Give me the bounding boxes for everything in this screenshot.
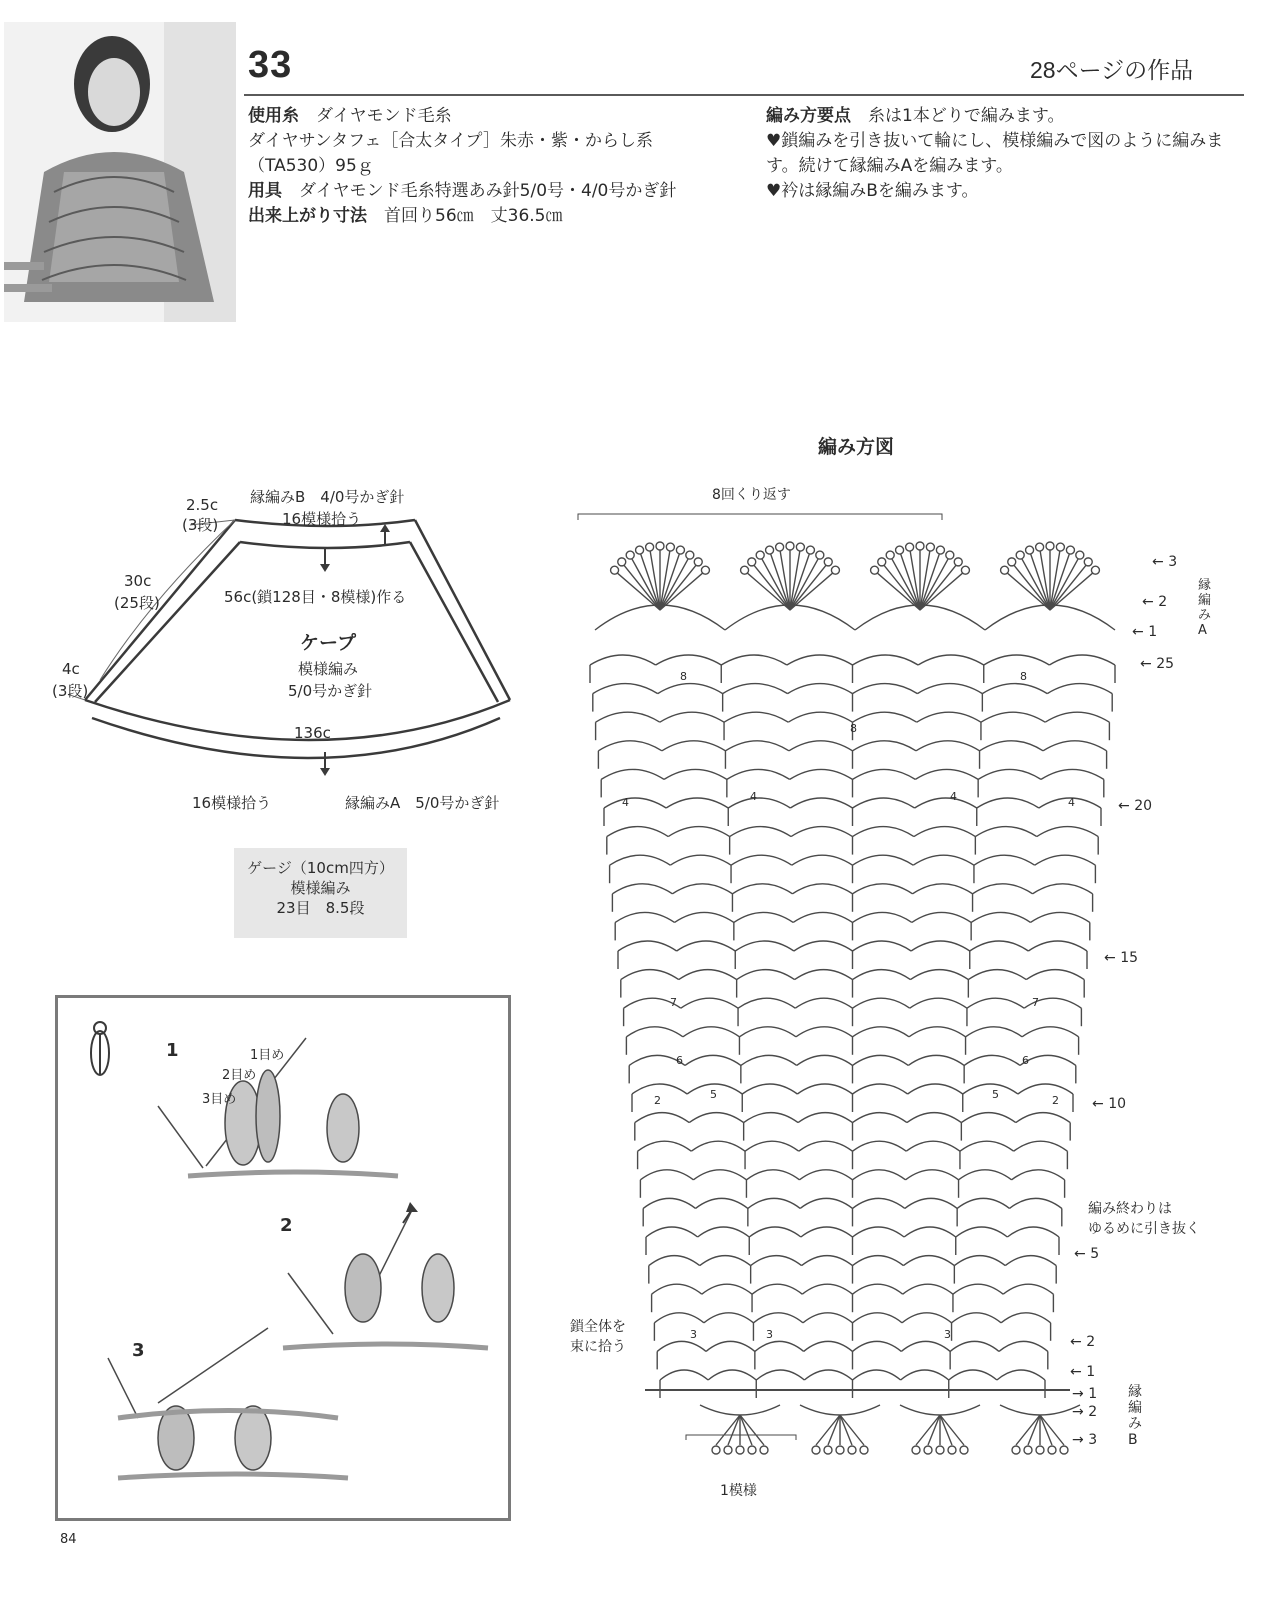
arch-count: 8 — [680, 670, 687, 683]
row-label-15: ← 15 — [1104, 950, 1139, 966]
technique-illustration — [58, 998, 508, 1518]
row-label-1: ← 1 — [1070, 1364, 1096, 1380]
top-border-label: 縁編みB 4/0号かぎ針 — [250, 488, 405, 506]
gauge-value: 23目 8.5段 — [276, 899, 365, 917]
yarn-label: 使用糸 — [248, 106, 299, 126]
points-label: 編み方要点 — [766, 106, 851, 126]
arch-count: 2 — [654, 1094, 661, 1107]
top-pick-label: 16模様拾う — [282, 510, 362, 528]
arch-count: 2 — [1052, 1094, 1059, 1107]
gauge-title: ゲージ（10cm四方） — [247, 859, 394, 877]
tools-label: 用具 — [248, 181, 282, 201]
row-label-25: ← 25 — [1140, 656, 1175, 672]
finish-note-line-1: 編み終わりは — [1088, 1201, 1172, 1217]
size-label: 出来上がり寸法 — [248, 206, 367, 226]
row-label-2: ← 2 — [1070, 1334, 1096, 1350]
points-line-0: 糸は1本どりで編みます。 — [868, 106, 1065, 126]
loop-3-label: 3目め — [202, 1092, 237, 1107]
arch-count: 5 — [992, 1088, 999, 1101]
arch-count: 3 — [690, 1328, 697, 1341]
points-line-2: ♥衿は縁編みBを編みます。 — [766, 181, 979, 201]
bottom-edge-cm: 4c — [62, 660, 80, 678]
row-label-20: ← 20 — [1118, 798, 1153, 814]
pattern-number: 33 — [248, 44, 293, 86]
points-line-1: ♥鎖編みを引き抜いて輪にし、模様編みで図のように編みます。続けて縁編みAを編みます。 — [766, 131, 1224, 176]
arch-count: 8 — [1020, 670, 1027, 683]
step-3: 3 — [132, 1340, 145, 1361]
yarn-detail: ダイヤサンタフェ［合太タイプ］朱赤・紫・からし系（TA530）95ｇ — [248, 131, 653, 176]
arch-count: 6 — [676, 1054, 683, 1067]
instructions-points — [766, 104, 1246, 204]
border-b-label: 縁編みB — [1128, 1384, 1142, 1448]
bottom-pick-label: 16模様拾う — [192, 794, 272, 812]
page-reference: 28ページの作品 — [1030, 57, 1194, 83]
arch-count: 7 — [1032, 996, 1039, 1009]
row-label-a1: ← 1 — [1132, 624, 1158, 640]
step-2: 2 — [280, 1215, 293, 1236]
arch-count: 7 — [670, 996, 677, 1009]
step-1: 1 — [166, 1040, 179, 1061]
row-label-10: ← 10 — [1092, 1096, 1127, 1112]
row-label-b3: → 3 — [1072, 1432, 1098, 1448]
yarn-brand: ダイヤモンド毛糸 — [316, 106, 452, 126]
gauge-stitch: 模様編み — [290, 879, 351, 897]
cape-title: ケープ — [300, 632, 357, 654]
technique-box — [55, 995, 511, 1521]
repeat-label: 8回くり返す — [712, 487, 791, 503]
border-a-label: 縁編みA — [1198, 578, 1212, 638]
cape-stitch: 模様編み — [298, 660, 359, 678]
tools-value: ダイヤモンド毛糸特選あみ針5/0号・4/0号かぎ針 — [299, 181, 677, 201]
hem-width: 136c — [294, 724, 331, 742]
side-cm: 30c — [124, 572, 152, 590]
bottom-edge-rows: (3段) — [52, 682, 89, 700]
chart-title: 編み方図 — [818, 436, 895, 458]
arch-count: 4 — [950, 790, 957, 803]
row-label-b1: → 1 — [1072, 1386, 1098, 1402]
arch-count: 6 — [1022, 1054, 1029, 1067]
cape-hook: 5/0号かぎ針 — [288, 682, 373, 700]
model-photo — [4, 22, 236, 322]
arch-count: 3 — [766, 1328, 773, 1341]
row-label-a3: ← 3 — [1152, 554, 1178, 570]
arch-count: 4 — [622, 796, 629, 809]
finish-note-line-2: ゆるめに引き抜く — [1088, 1221, 1200, 1237]
side-rows: (25段) — [114, 594, 160, 612]
materials-spec — [248, 104, 728, 229]
page-number: 84 — [60, 1532, 77, 1547]
header-rule — [244, 94, 1244, 96]
arch-count: 3 — [944, 1328, 951, 1341]
loop-2-label: 2目め — [222, 1068, 257, 1083]
cape-schematic — [40, 480, 540, 820]
pick-note-line-1: 鎖全体を — [570, 1319, 626, 1335]
loop-1-label: 1目め — [250, 1048, 285, 1063]
pick-note-line-2: 束に拾う — [570, 1339, 626, 1355]
arch-count: 4 — [1068, 796, 1075, 809]
top-edge-cm: 2.5c — [186, 496, 219, 514]
row-label-a2: ← 2 — [1142, 594, 1168, 610]
start-chain-label: 56c(鎖128目・8模様)作る — [224, 588, 407, 606]
bottom-border-label: 縁編みA 5/0号かぎ針 — [345, 794, 500, 812]
top-edge-rows: (3段) — [182, 516, 219, 534]
one-repeat-label: 1模様 — [720, 1483, 757, 1499]
arch-count: 8 — [850, 722, 857, 735]
arch-count: 5 — [710, 1088, 717, 1101]
row-label-b2: → 2 — [1072, 1404, 1098, 1420]
size-value: 首回り56㎝ 丈36.5㎝ — [384, 206, 563, 226]
gauge-box — [234, 848, 407, 938]
row-label-5: ← 5 — [1074, 1246, 1100, 1262]
arch-count: 4 — [750, 790, 757, 803]
